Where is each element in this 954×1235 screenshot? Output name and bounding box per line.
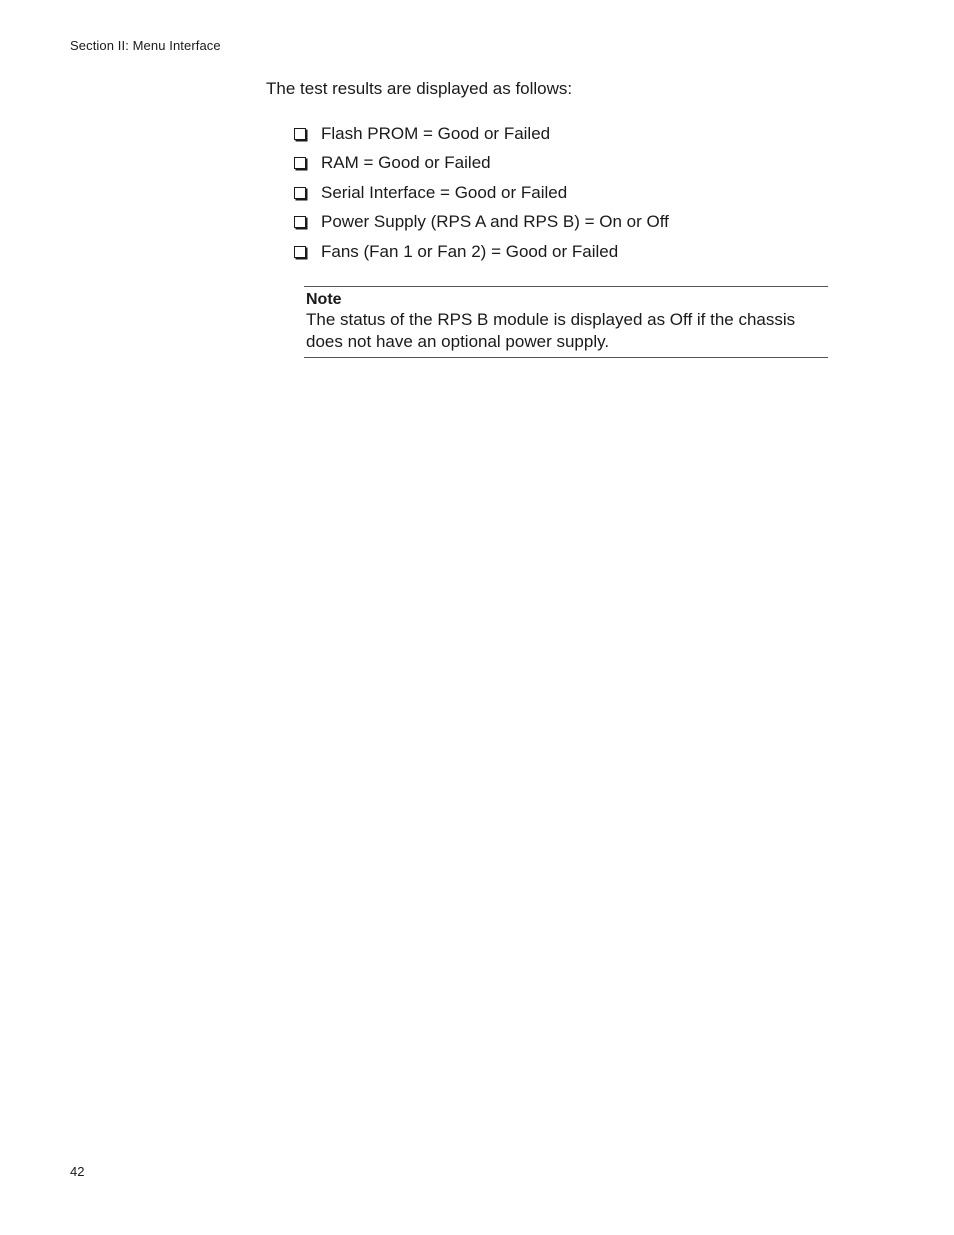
results-list — [294, 119, 669, 267]
checkbox-icon — [294, 157, 306, 169]
list-item — [294, 208, 669, 238]
checkbox-icon — [294, 187, 306, 199]
checkbox-icon — [294, 128, 306, 140]
list-item-text: Power Supply (RPS A and RPS B) = On or Off — [321, 212, 669, 232]
list-item-text: Serial Interface = Good or Failed — [321, 182, 568, 202]
list-item-text: Flash PROM = Good or Failed — [321, 123, 551, 143]
note-box — [304, 286, 828, 358]
list-item — [294, 119, 669, 149]
intro-paragraph: The test results are displayed as follows: — [266, 79, 573, 98]
checkbox-icon — [294, 246, 306, 258]
list-item-text: RAM = Good or Failed — [321, 153, 491, 173]
list-item — [294, 178, 669, 208]
page-number: 42 — [70, 1164, 85, 1179]
running-header: Section II: Menu Interface — [70, 38, 221, 53]
list-item — [294, 237, 669, 267]
note-text: The status of the RPS B module is displayed as Off if the chassis does not have an optional power supply. — [306, 310, 796, 351]
list-item-text: Fans (Fan 1 or Fan 2) = Good or Failed — [321, 241, 619, 261]
note-title: Note — [306, 291, 342, 308]
checkbox-icon — [294, 216, 306, 228]
list-item — [294, 149, 669, 179]
